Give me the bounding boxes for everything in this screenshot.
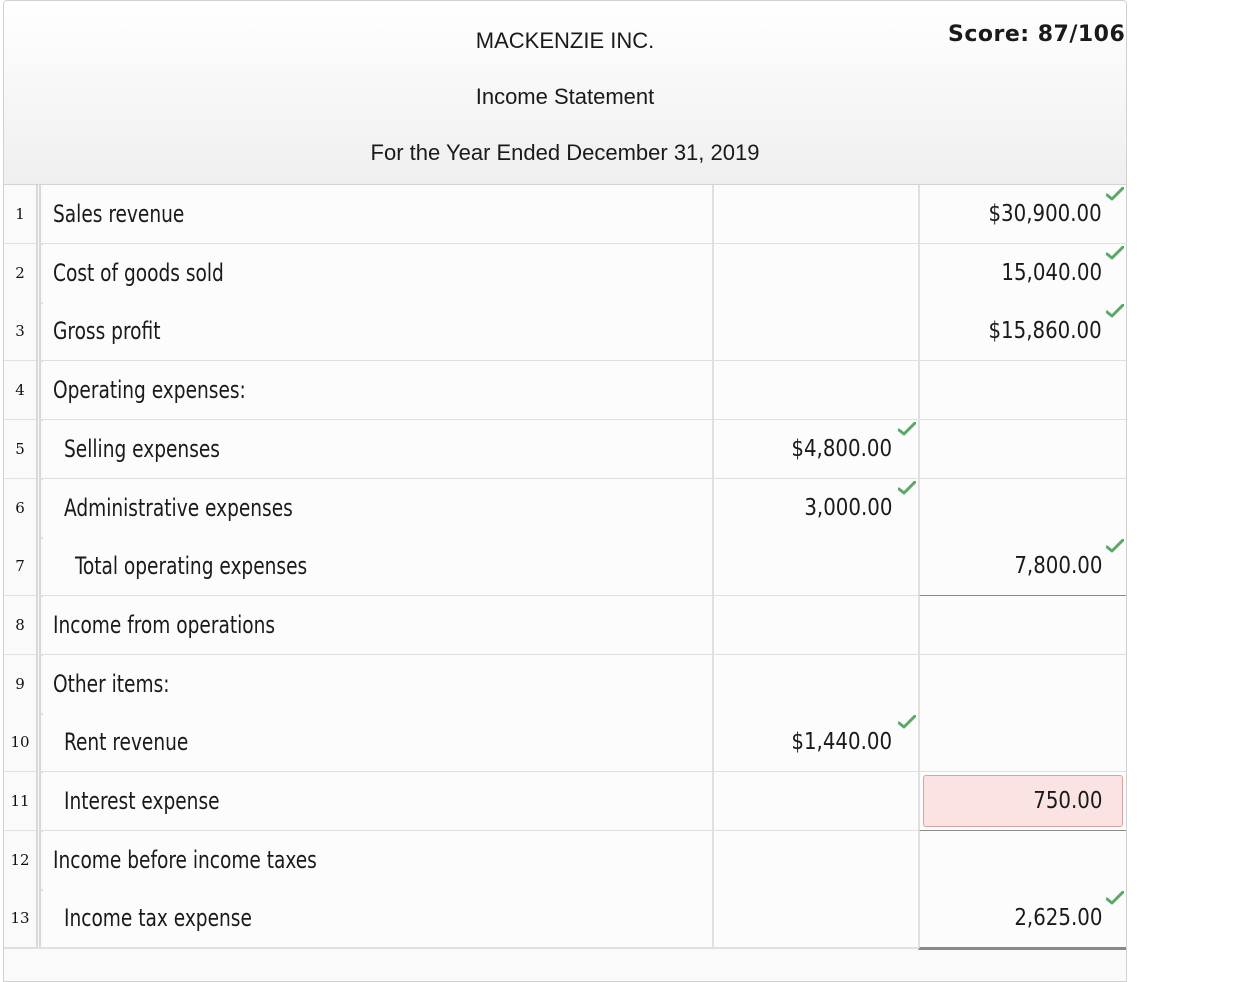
table-row [4,420,1126,480]
account-label-text: Selling expenses [64,434,220,463]
row-number: 8 [4,596,41,654]
amount-value: $30,900.00 [988,201,1102,227]
amount-value: $4,800.00 [791,435,892,462]
table-row [4,889,1126,949]
row-number: 7 [4,537,41,595]
amount-input-column-2[interactable] [918,655,1126,713]
account-label-select[interactable] [43,889,730,947]
amount-input-column-1[interactable] [712,831,918,889]
amount-input-column-2[interactable] [918,185,1126,243]
correct-check-icon [898,422,916,436]
amount-input-column-2[interactable] [918,302,1126,360]
account-label-select[interactable] [43,655,719,713]
row-number: 2 [4,244,41,302]
amount-value: 3,000.00 [803,494,892,521]
table-row [4,185,1126,245]
amount-input-column-2[interactable] [918,713,1126,771]
amount-value: 15,040.00 [1001,259,1102,286]
account-label-select[interactable] [43,244,719,302]
amount-input-column-1[interactable] [712,302,918,360]
account-label-text: Rent revenue [64,728,189,757]
account-label-select[interactable] [43,713,730,771]
amount-input-column-1[interactable] [712,772,918,830]
amount-input-column-2[interactable] [918,361,1126,419]
income-statement-worksheet [3,0,1127,982]
table-row [4,713,1126,773]
correct-check-icon [1106,891,1124,905]
account-label-text: Gross profit [53,317,161,346]
correct-check-icon [898,481,916,495]
statement-title: Income Statement [475,84,655,109]
row-number: 6 [4,479,41,537]
account-label-text: Income from operations [53,610,276,639]
row-number: 4 [4,361,41,419]
account-label-text: Total operating expenses [75,552,308,581]
table-row [4,655,1126,715]
row-number: 10 [4,713,41,771]
correct-check-icon [1106,246,1124,260]
account-label-text: Other items: [53,669,170,698]
account-label-select[interactable] [43,537,741,595]
amount-input-column-1[interactable] [712,361,918,419]
account-label-select[interactable] [43,361,719,419]
row-number: 5 [4,420,41,478]
account-label-text: Income before income taxes [53,845,317,874]
amount-input-column-2[interactable] [918,420,1126,478]
amount-value: $1,440.00 [791,729,892,756]
correct-check-icon [1106,187,1124,201]
account-label-text: Income tax expense [64,904,252,933]
account-label-select[interactable] [43,302,719,360]
amount-value: 2,625.00 [1013,905,1102,932]
account-label-select[interactable] [43,772,730,830]
table-row [4,537,1126,597]
amount-value: $15,860.00 [988,318,1102,345]
amount-input-column-2[interactable] [918,596,1126,654]
amount-input-column-1[interactable] [712,420,918,478]
table-row [4,244,1126,304]
amount-value: 750.00 [1032,788,1102,814]
amount-input-column-2[interactable] [918,772,1126,833]
row-number: 3 [4,302,41,360]
amount-input-column-2[interactable] [918,537,1126,598]
table-row [4,361,1126,421]
amount-input-column-2[interactable] [918,831,1126,889]
amount-input-column-2[interactable] [918,479,1126,537]
account-label-text: Administrative expenses [64,493,293,522]
account-label-select[interactable] [43,596,719,654]
amount-input-column-1[interactable] [712,596,918,654]
row-number: 12 [4,831,41,889]
score-display: Score: 87/106 [948,22,1126,47]
amount-input-column-1[interactable] [712,655,918,713]
account-label-text: Operating expenses: [53,376,246,405]
correct-check-icon [1106,539,1124,553]
account-label-select[interactable] [43,420,730,478]
table-row [4,479,1126,539]
account-label-text: Sales revenue [53,200,185,228]
amount-value: 7,800.00 [1013,553,1102,580]
correct-check-icon [898,715,916,729]
table-row [4,596,1126,656]
account-label-text: Cost of goods sold [53,258,224,287]
account-label-text: Interest expense [64,787,220,815]
correct-check-icon [1106,304,1124,318]
amount-input-column-1[interactable] [712,185,918,243]
row-number: 9 [4,655,41,713]
amount-input-column-1[interactable] [712,244,918,302]
row-number: 1 [4,185,41,243]
amount-input-column-1[interactable] [712,713,918,771]
amount-input-column-1[interactable] [712,889,918,947]
amount-input-column-2[interactable] [918,244,1126,305]
amount-input-column-1[interactable] [712,537,918,595]
account-label-select[interactable] [43,185,719,243]
table-row [4,772,1126,832]
statement-period: For the Year Ended December 31, 2019 [370,140,760,165]
table-row [4,302,1126,362]
account-label-select[interactable] [43,479,730,537]
company-name: MACKENZIE INC. [475,28,655,53]
statement-header [4,1,1126,185]
amount-input-column-2[interactable] [918,889,1126,950]
row-number: 11 [4,772,41,830]
row-number: 13 [4,889,41,947]
table-row [4,831,1126,891]
amount-input-column-1[interactable] [712,479,918,540]
account-label-select[interactable] [43,831,719,889]
